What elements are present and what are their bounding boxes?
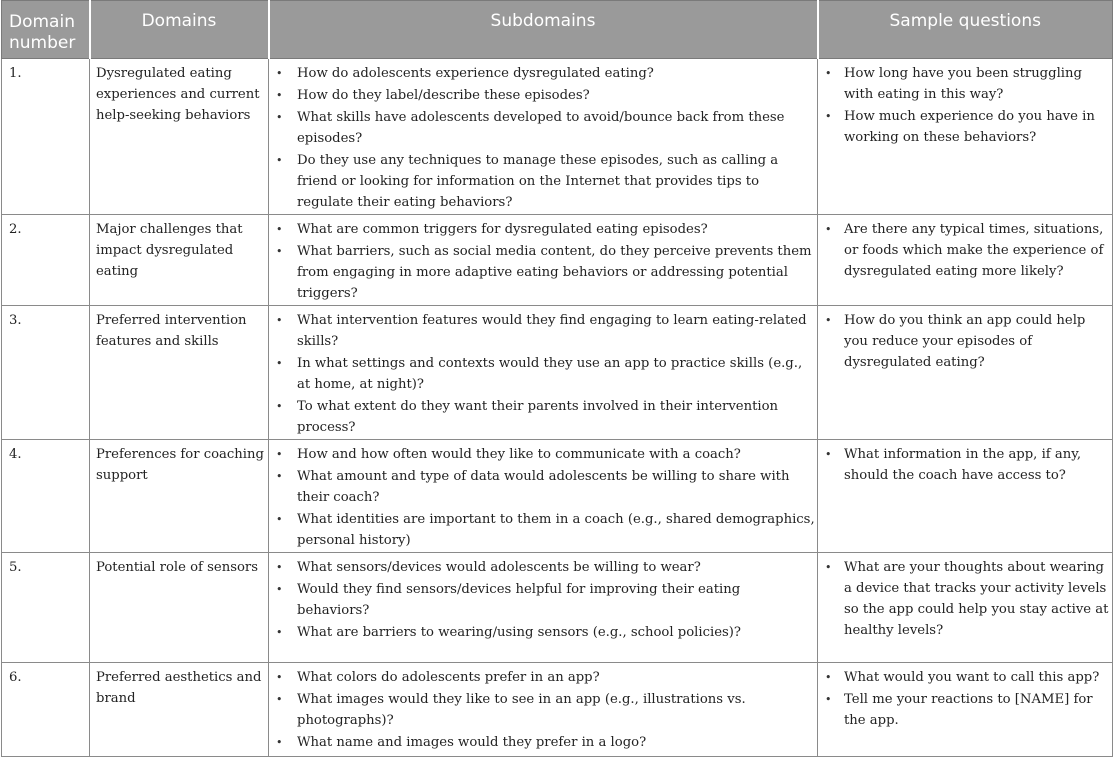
subdomain-item: • What are common triggers for dysregulated eating episodes? [275, 219, 815, 240]
subdomain-item: • What colors do adolescents prefer in an app? [275, 667, 815, 688]
sample-questions-cell [818, 215, 1113, 306]
domain-cell: Dysregulated eating experiences and current help-seeking behaviors [90, 59, 269, 215]
domain-number-cell: 2. [2, 215, 90, 306]
sample-question-list [824, 667, 1109, 731]
subdomain-item: • What are barriers to wearing/using sensors (e.g., school policies)? [275, 622, 815, 643]
sample-question-item: • How long have you been struggling with eating in this way? [824, 63, 1109, 105]
domain-cell: Potential role of sensors [90, 553, 269, 663]
domain-cell: Preferences for coaching support [90, 440, 269, 553]
subdomain-item: • What barriers, such as social media content, do they perceive prevents them from engaging in more adaptive eating behaviors or addressing potential triggers? [275, 241, 815, 304]
table-row [2, 306, 1113, 440]
sample-question-item: • How do you think an app could help you reduce your episodes of dysregulated eating? [824, 310, 1109, 373]
subdomain-item: • What images would they like to see in an app (e.g., illustrations vs. photographs)? [275, 689, 815, 731]
domain-number-cell: 3. [2, 306, 90, 440]
sample-question-list [824, 63, 1109, 148]
domains-table [1, 0, 1113, 757]
domain-number-cell: 1. [2, 59, 90, 215]
subdomain-item: • What intervention features would they find engaging to learn eating-related skills? [275, 310, 815, 352]
sample-question-item: • What are your thoughts about wearing a device that tracks your activity levels so the app could help you stay active at healthy levels? [824, 557, 1109, 641]
sample-questions-cell [818, 440, 1113, 553]
subdomains-cell [269, 663, 818, 757]
subdomain-item: • To what extent do they want their parents involved in their intervention process? [275, 396, 815, 438]
subdomains-cell [269, 215, 818, 306]
sample-questions-cell [818, 306, 1113, 440]
table-body [2, 59, 1113, 757]
subdomain-item: • What sensors/devices would adolescents be willing to wear? [275, 557, 815, 578]
sample-question-list [824, 219, 1109, 282]
subdomains-cell [269, 553, 818, 663]
domain-cell: Preferred intervention features and skills [90, 306, 269, 440]
subdomain-list [275, 444, 815, 551]
sample-question-list [824, 444, 1109, 486]
subdomain-item: • How and how often would they like to communicate with a coach? [275, 444, 815, 465]
domain-number-cell: 4. [2, 440, 90, 553]
header-row [2, 1, 1113, 59]
header-domains: Domains [90, 1, 269, 59]
sample-questions-cell [818, 59, 1113, 215]
subdomain-item: • What amount and type of data would adolescents be willing to share with their coach? [275, 466, 815, 508]
table-row [2, 663, 1113, 757]
subdomain-list [275, 557, 815, 643]
subdomain-item: • In what settings and contexts would they use an app to practice skills (e.g., at home, at night)? [275, 353, 815, 395]
domain-cell: Major challenges that impact dysregulated eating [90, 215, 269, 306]
sample-question-list [824, 557, 1109, 641]
domain-number-cell: 6. [2, 663, 90, 757]
subdomain-item: • What name and images would they prefer in a logo? [275, 732, 815, 753]
header-sample-questions: Sample questions [818, 1, 1113, 59]
sample-questions-cell [818, 663, 1113, 757]
table-row [2, 215, 1113, 306]
subdomain-item: • How do they label/describe these episodes? [275, 85, 815, 106]
subdomain-item: • What skills have adolescents developed to avoid/bounce back from these episodes? [275, 107, 815, 149]
table-row [2, 59, 1113, 215]
subdomain-item: • How do adolescents experience dysregulated eating? [275, 63, 815, 84]
subdomain-item: • Would they find sensors/devices helpful for improving their eating behaviors? [275, 579, 815, 621]
sample-question-item: • Are there any typical times, situations, or foods which make the experience of dysregulated eating more likely? [824, 219, 1109, 282]
domain-number-cell: 5. [2, 553, 90, 663]
sample-questions-cell [818, 553, 1113, 663]
header-subdomains: Subdomains [269, 1, 818, 59]
subdomain-item: • Do they use any techniques to manage these episodes, such as calling a friend or looking for information on the Internet that provides tips to regulate their eating behaviors? [275, 150, 815, 213]
subdomains-cell [269, 306, 818, 440]
subdomain-list [275, 63, 815, 213]
sample-question-item: • How much experience do you have in working on these behaviors? [824, 106, 1109, 148]
subdomains-cell [269, 59, 818, 215]
table-row [2, 553, 1113, 663]
sample-question-item: • Tell me your reactions to [NAME] for the app. [824, 689, 1109, 731]
sample-question-list [824, 310, 1109, 373]
sample-question-item: • What would you want to call this app? [824, 667, 1109, 688]
subdomain-list [275, 219, 815, 304]
sample-question-item: • What information in the app, if any, should the coach have access to? [824, 444, 1109, 486]
table-header [2, 1, 1113, 59]
table-row [2, 440, 1113, 553]
subdomain-item: • What identities are important to them in a coach (e.g., shared demographics, personal history) [275, 509, 815, 551]
subdomains-cell [269, 440, 818, 553]
subdomain-list [275, 310, 815, 438]
domain-cell: Preferred aesthetics and brand [90, 663, 269, 757]
header-domain-number: Domain number [2, 1, 90, 59]
